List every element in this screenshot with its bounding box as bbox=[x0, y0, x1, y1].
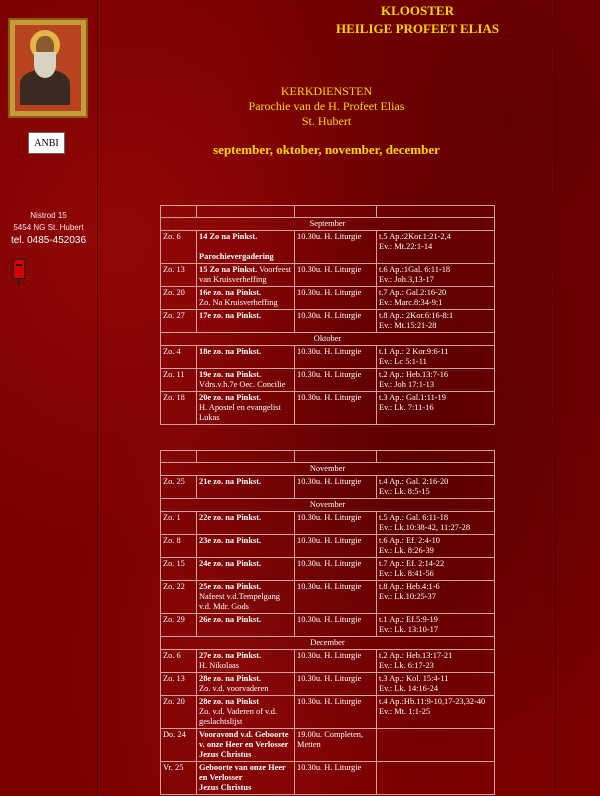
anbi-button[interactable]: ANBI bbox=[28, 132, 65, 154]
table-row bbox=[161, 392, 495, 425]
day-cell: 15 Zo na Pinkst. Voorfeest van Kruisverheffing bbox=[197, 264, 295, 287]
day-cell: Vooravond v.d. Geboorte v. onze Heer en Verlosser Jezus Christus bbox=[197, 729, 295, 762]
time-cell: 10.30u. H. Liturgie bbox=[295, 346, 377, 369]
table-row bbox=[161, 231, 495, 264]
date-cell: Do. 24 bbox=[161, 729, 197, 762]
readings-cell: t.4 Ap.:Hb.11:9-10,17-23,32-40 Ev.: Mt. 1:1-25 bbox=[377, 696, 495, 729]
readings-cell: t.8 Ap.: 2Kor.6:16-8:1 Ev.: Mt.15:21-28 bbox=[377, 310, 495, 333]
phone-number: tel. 0485-452036 bbox=[10, 235, 87, 246]
readings-cell: t.1 Ap.: Ef.5:9-19 Ev.: Lk. 13:10-17 bbox=[377, 614, 495, 637]
mailbox-icon[interactable] bbox=[13, 259, 25, 285]
day-cell: 27e zo. na Pinkst. H. Nikolaas bbox=[197, 650, 295, 673]
readings-cell: t.3 Ap.: Gal.1:11-19 Ev.: Lk. 7:11-16 bbox=[377, 392, 495, 425]
date-cell: Zo. 20 bbox=[161, 287, 197, 310]
date-cell: Zo. 27 bbox=[161, 310, 197, 333]
time-cell: 10.30u. H. Liturgie bbox=[295, 392, 377, 425]
table-row bbox=[161, 369, 495, 392]
table-row bbox=[161, 581, 495, 614]
time-cell: 10.30u. H. Liturgie bbox=[295, 476, 377, 499]
day-cell: 26e zo. na Pinkst. bbox=[197, 614, 295, 637]
table-row bbox=[161, 476, 495, 499]
table-row bbox=[161, 346, 495, 369]
month-header-row bbox=[161, 463, 495, 476]
period-heading: september, oktober, november, december bbox=[213, 142, 440, 157]
date-cell: Zo. 13 bbox=[161, 264, 197, 287]
schedule-table-sept-oct bbox=[160, 205, 495, 425]
readings-cell bbox=[377, 762, 495, 795]
time-cell: 10.30u. H. Liturgie bbox=[295, 762, 377, 795]
date-cell: Zo. 4 bbox=[161, 346, 197, 369]
table-row bbox=[161, 287, 495, 310]
table-row bbox=[161, 696, 495, 729]
date-cell: Zo. 15 bbox=[161, 558, 197, 581]
month-header-row bbox=[161, 637, 495, 650]
time-cell: 10.30u. H. Liturgie bbox=[295, 696, 377, 729]
time-cell: 10.30u. H. Liturgie bbox=[295, 535, 377, 558]
day-cell: 28e zo. na Pinkst. Zo. v.d. voorvaderen bbox=[197, 673, 295, 696]
readings-cell: t.7 Ap.: Gal.2:16-20 Ev.: Marc.8:34-9:1 bbox=[377, 287, 495, 310]
day-cell: Geboorte van onze Heer en Verlosser Jezus Christus bbox=[197, 762, 295, 795]
parish-name: Parochie van de H. Profeet Elias bbox=[248, 99, 405, 113]
readings-cell: t.1 Ap.: 2 Kor.9:6-11 Ev.: Lc 5:1-11 bbox=[377, 346, 495, 369]
day-cell: 17e zo. na Pinkst. bbox=[197, 310, 295, 333]
day-cell: 20e zo. na Pinkst. H. Apostel en evangelist Lukas bbox=[197, 392, 295, 425]
day-cell: 14 Zo na Pinkst. Parochievergadering bbox=[197, 231, 295, 264]
table-row bbox=[161, 762, 495, 795]
time-cell: 10.30u. H. Liturgie bbox=[295, 673, 377, 696]
site-title: KLOOSTER bbox=[381, 3, 454, 18]
table-row bbox=[161, 729, 495, 762]
prophet-elias-icon-image[interactable] bbox=[8, 18, 88, 118]
time-cell: 19.00u. Completen, Metten bbox=[295, 729, 377, 762]
readings-cell: t.6 Ap.:1Gal. 6:11-18 Ev.: Joh.3,13-17 bbox=[377, 264, 495, 287]
day-cell: 19e zo. na Pinkst. Vdrs.v.h.7e Oec. Concilie bbox=[197, 369, 295, 392]
date-cell: Zo. 8 bbox=[161, 535, 197, 558]
readings-cell: t.2 Ap.: Heb.13:7-16 Ev.: Joh 17:1-13 bbox=[377, 369, 495, 392]
month-header-row bbox=[161, 499, 495, 512]
time-cell: 10.30u. H. Liturgie bbox=[295, 558, 377, 581]
time-cell: 10.30u. H. Liturgie bbox=[295, 369, 377, 392]
date-cell: Zo. 11 bbox=[161, 369, 197, 392]
month-label: November bbox=[161, 499, 495, 512]
date-cell: Zo. 6 bbox=[161, 650, 197, 673]
time-cell: 10.30u. H. Liturgie bbox=[295, 650, 377, 673]
day-cell: 23e zo. na Pinkst. bbox=[197, 535, 295, 558]
date-cell: Vr. 25 bbox=[161, 762, 197, 795]
table-spacer-row bbox=[161, 206, 495, 218]
table-spacer-row bbox=[161, 451, 495, 463]
table-row bbox=[161, 673, 495, 696]
time-cell: 10.30u. H. Liturgie bbox=[295, 264, 377, 287]
address-street: Nistrod 15 bbox=[30, 211, 67, 220]
readings-cell: t.2 Ap.: Heb.13:17-21 Ev.: Lk. 6:17-23 bbox=[377, 650, 495, 673]
time-cell: 10.30u. H. Liturgie bbox=[295, 512, 377, 535]
date-cell: Zo. 20 bbox=[161, 696, 197, 729]
month-label: Oktober bbox=[161, 333, 495, 346]
month-label: December bbox=[161, 637, 495, 650]
month-label: November bbox=[161, 463, 495, 476]
month-header-row bbox=[161, 333, 495, 346]
table-row bbox=[161, 535, 495, 558]
day-cell: 21e zo. na Pinkst. bbox=[197, 476, 295, 499]
date-cell: Zo. 29 bbox=[161, 614, 197, 637]
day-cell: 16e zo. na Pinkst. Zo. Na Kruisverheffing bbox=[197, 287, 295, 310]
date-cell: Zo. 6 bbox=[161, 231, 197, 264]
month-label: September bbox=[161, 218, 495, 231]
day-cell: 25e zo. na Pinkst. Nafeest v.d.Tempelgang v.d. Mdr. Gods bbox=[197, 581, 295, 614]
time-cell: 10.30u. H. Liturgie bbox=[295, 614, 377, 637]
readings-cell: t.4 Ap.: Gal. 2:16-20 Ev.: Lk. 8:5-15 bbox=[377, 476, 495, 499]
day-cell: 24e zo. na Pinkst. bbox=[197, 558, 295, 581]
readings-cell: t.5 Ap.: Gal. 6:11-18 Ev.: Lk.10:38-42, 11:27-28 bbox=[377, 512, 495, 535]
date-cell: Zo. 18 bbox=[161, 392, 197, 425]
table-row bbox=[161, 650, 495, 673]
month-header-row bbox=[161, 218, 495, 231]
day-cell: 28e zo. na Pinkst Zo. v.d. Vaderen of v.d. geslachtslijst bbox=[197, 696, 295, 729]
place-name: St. Hubert bbox=[301, 114, 352, 128]
page-title: KERKDIENSTEN bbox=[280, 84, 373, 98]
sidebar bbox=[0, 0, 97, 796]
table-row bbox=[161, 264, 495, 287]
table-row bbox=[161, 614, 495, 637]
day-cell: 18e zo. na Pinkst. bbox=[197, 346, 295, 369]
table-row bbox=[161, 310, 495, 333]
date-cell: Zo. 25 bbox=[161, 476, 197, 499]
table-row bbox=[161, 512, 495, 535]
readings-cell bbox=[377, 729, 495, 762]
readings-cell: t.5 Ap.:2Kor.1:21-2,4 Ev.: Mt.22:1-14 bbox=[377, 231, 495, 264]
time-cell: 10.30u. H. Liturgie bbox=[295, 287, 377, 310]
date-cell: Zo. 22 bbox=[161, 581, 197, 614]
address-postcode: 5454 NG St. Hubert bbox=[13, 223, 84, 232]
site-subtitle: HEILIGE PROFEET ELIAS bbox=[335, 21, 500, 36]
table-row bbox=[161, 558, 495, 581]
schedule-table-nov-dec bbox=[160, 450, 495, 795]
day-cell: 22e zo. na Pinkst. bbox=[197, 512, 295, 535]
time-cell: 10.30u. H. Liturgie bbox=[295, 231, 377, 264]
readings-cell: t.7 Ap.: Ef. 2:14-22 Ev.: Lk. 8:41-56 bbox=[377, 558, 495, 581]
time-cell: 10.30u. H. Liturgie bbox=[295, 581, 377, 614]
readings-cell: t.3 Ap.: Kol. 15:4-11 Ev.: Lk. 14:16-24 bbox=[377, 673, 495, 696]
date-cell: Zo. 1 bbox=[161, 512, 197, 535]
readings-cell: t.8 Ap.: Heb.4:1-6 Ev.: Lk.10:25-37 bbox=[377, 581, 495, 614]
time-cell: 10.30u. H. Liturgie bbox=[295, 310, 377, 333]
readings-cell: t.6 Ap.: Ef. 2:4-10 Ev.: Lk. 8:26-39 bbox=[377, 535, 495, 558]
date-cell: Zo. 13 bbox=[161, 673, 197, 696]
